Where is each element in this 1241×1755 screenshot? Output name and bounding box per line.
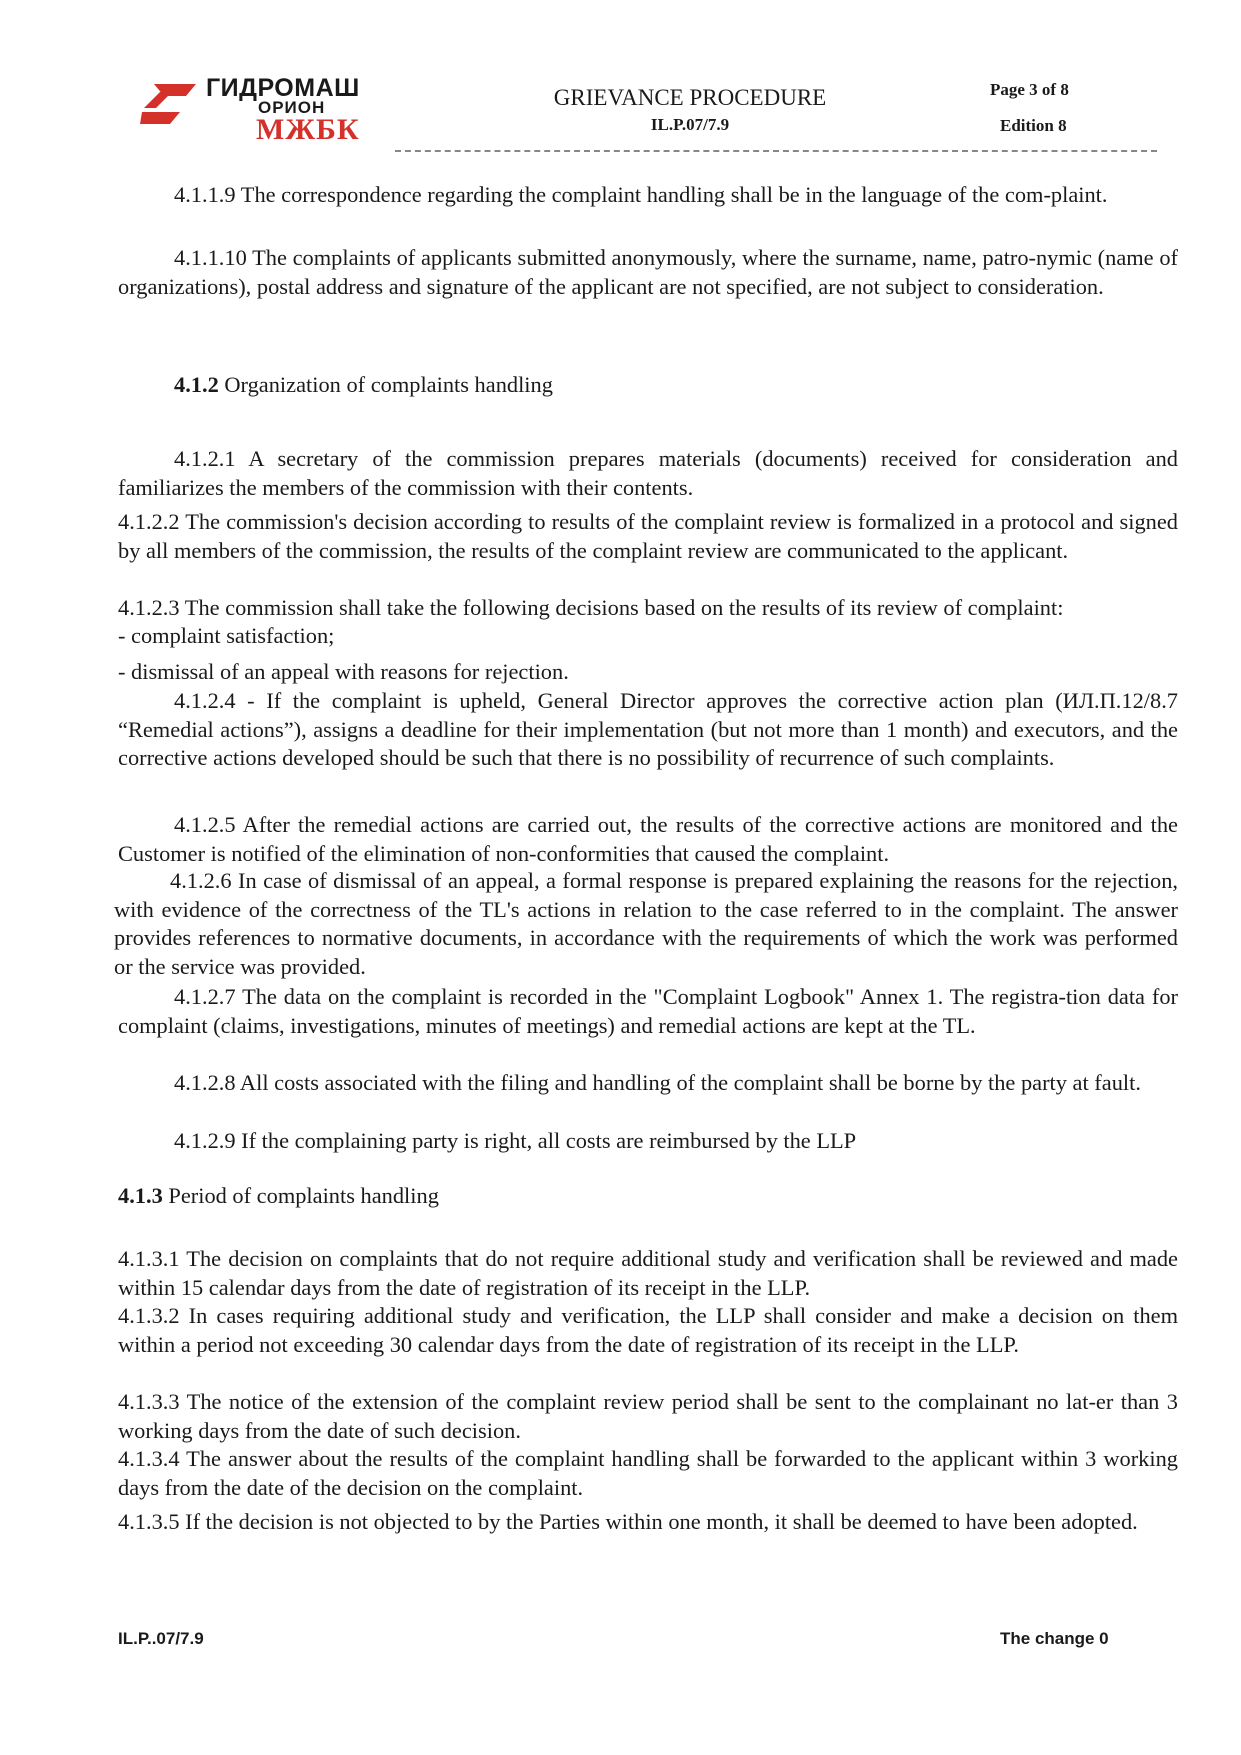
paragraph-4-1-3-1: 4.1.3.1 The decision on complaints that do not require additional study and verification shall be reviewed and made within 15 calendar days from the date of registration of its receipt in the LLP. — [118, 1246, 1178, 1300]
section-title: Organization of complaints handling — [218, 372, 553, 397]
paragraph-4-1-3-5: 4.1.3.5 If the decision is not objected to by the Parties within one month, it shall be deemed to have been adopted. — [118, 1509, 1138, 1534]
document-code: IL.P.07/7.9 — [650, 115, 730, 134]
paragraph-4-1-2-9: 4.1.2.9 If the complaining party is right, all costs are reimbursed by the LLP — [174, 1128, 857, 1153]
paragraph-4-1-3-3: 4.1.3.3 The notice of the extension of the complaint review period shall be sent to the complainant no lat-er than 3 working days from the date of such decision. — [118, 1389, 1178, 1443]
logo-text-line3: МЖБК — [256, 113, 360, 146]
paragraph-4-1-1-9: 4.1.1.9 The correspondence regarding the complaint handling shall be in the language of the com-plaint. — [174, 182, 1108, 207]
section-number: 4.1.3 — [118, 1183, 163, 1208]
paragraph-4-1-2-5: 4.1.2.5 After the remedial actions are carried out, the results of the corrective actions are monitored and the Customer is notified of the elimination of non-conformities that caused the complaint. — [118, 812, 1178, 866]
paragraph-4-1-2-8: 4.1.2.8 All costs associated with the filing and handling of the complaint shall be borne by the party at fault. — [174, 1070, 1141, 1095]
document-title: GRIEVANCE PROCEDURE — [553, 85, 827, 110]
section-number: 4.1.2 — [174, 372, 219, 397]
logo-text-line1: ГИДРОМАШ — [206, 74, 360, 102]
header-divider — [395, 150, 1157, 152]
paragraph-4-1-2-3: 4.1.2.3 The commission shall take the following decisions based on the results of its review of complaint: — [118, 595, 1064, 620]
paragraph-4-1-2-2: 4.1.2.2 The commission's decision according to results of the complaint review is formalized in a protocol and signed by all members of the commission, the results of the complaint review are communicated to the applicant. — [118, 509, 1178, 563]
paragraph-4-1-2-6: 4.1.2.6 In case of dismissal of an appeal, a formal response is prepared explaining the reasons for the rejection, with evidence of the correctness of the TL's actions in relation to the case referred to in the complaint. The answer provides references to normative documents, in accordance with the requirements of which the work was performed or the service was provided. — [114, 868, 1178, 979]
paragraph-4-1-2-4: 4.1.2.4 - If the complaint is upheld, General Director approves the corrective action plan (ИЛ.П.12/8.7 “Remedial actions”), assigns a deadline for their implementation (but not more than 1 month) and executors, and the corrective actions developed should be such that there is no possibility of recurrence of such complaints. — [118, 688, 1178, 770]
footer-change-label: The change 0 — [1000, 1629, 1109, 1648]
paragraph-4-1-2-1: 4.1.2.1 A secretary of the commission prepares materials (documents) received for consideration and familiarizes the members of the commission with their contents. — [118, 446, 1178, 500]
list-item: - complaint satisfaction; — [118, 623, 335, 648]
list-item: - dismissal of an appeal with reasons for rejection. — [118, 659, 569, 684]
paragraph-4-1-3-2: 4.1.3.2 In cases requiring additional study and verification, the LLP shall consider and make a decision on them within a period not exceeding 30 calendar days from the date of registration of its receipt in the LLP. — [118, 1303, 1178, 1357]
paragraph-4-1-1-10: 4.1.1.10 The complaints of applicants submitted anonymously, where the surname, name, patro-nymic (name of organizations), postal address and signature of the applicant are not specified, are not subject to consideration. — [118, 245, 1178, 299]
section-heading-4-1-2 — [174, 372, 553, 398]
paragraph-4-1-2-7: 4.1.2.7 The data on the complaint is recorded in the "Complaint Logbook" Annex 1. The registra-tion data for complaint (claims, investigations, minutes of meetings) and remedial actions are kept at the TL. — [118, 984, 1178, 1038]
logo-mark-icon — [140, 78, 200, 126]
edition-label: Edition 8 — [1000, 116, 1067, 135]
logo-text-line2: ОРИОН — [258, 98, 326, 117]
section-title: Period of complaints handling — [162, 1183, 439, 1208]
company-logo — [140, 74, 370, 146]
footer-document-code: IL.P..07/7.9 — [118, 1629, 204, 1648]
section-heading-4-1-3 — [118, 1183, 439, 1209]
page-number: Page 3 of 8 — [990, 80, 1069, 99]
paragraph-4-1-3-4: 4.1.3.4 The answer about the results of the complaint handling shall be forwarded to the applicant within 3 working days from the date of the decision on the complaint. — [118, 1446, 1178, 1500]
